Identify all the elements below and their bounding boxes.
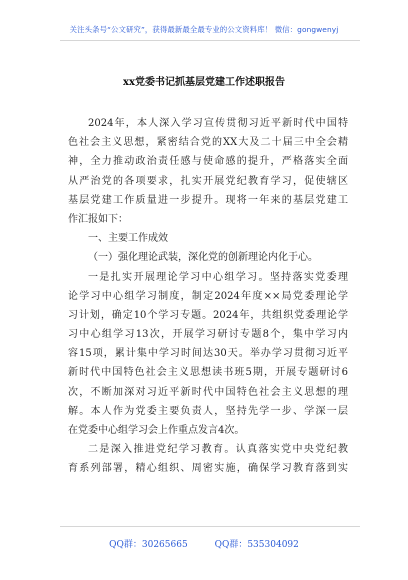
header-notice[interactable]: 关注头条号“公文研究”，获得最新最全最专业的公文资料库！ 微信：gongwenyj	[69, 25, 339, 34]
footer-qq-groups	[0, 537, 408, 550]
footer-divider	[60, 526, 360, 527]
body-line: 2024年，本人深入学习宣传贯彻习近平新时代中国特	[88, 118, 348, 129]
body-line: 育系列部署，精心组织、周密实施，确保学习教育落到实	[68, 463, 348, 475]
body-line: 在党委中心组学习会上作重点发言4次。	[68, 425, 245, 436]
body-line: 习中心组学习13次，开展学习研讨专题8个，集中学习内	[68, 329, 348, 341]
body-line: 新时代中国特色社会主义思想读书班5期，开展专题研讨6	[68, 367, 348, 379]
body-line: 神，全力推动政治责任感与使命感的提升，严格落实全面	[68, 156, 348, 168]
section-heading: 一、主要工作成效	[88, 233, 168, 245]
footer-qq-group-1[interactable]: QQ群：30265665	[109, 540, 188, 550]
footer-qq-group-2[interactable]: QQ群：535304092	[214, 540, 299, 550]
header-divider	[60, 40, 360, 41]
document-body	[68, 114, 348, 479]
subsection-heading: （一）强化理论武装，深化党的创新理论内化于心。	[88, 252, 318, 264]
body-line: 二是深入推进党纪学习教育。认真落实党中央党纪教	[88, 444, 348, 456]
body-line: 论学习中心组学习制度，制定2024年度××局党委理论学	[68, 290, 348, 302]
body-line: 次，不断加深对习近平新时代中国特色社会主义思想的理	[68, 386, 348, 398]
body-line: 一是扎实开展理论学习中心组学习。坚持落实党委理	[88, 271, 348, 283]
body-line: 色社会主义思想，紧密结合党的XX大及二十届三中全会精	[68, 137, 348, 149]
body-line: 从严治党的各项要求，扎实开展党纪教育学习，促使辖区	[68, 175, 348, 187]
body-line: 作汇报如下：	[68, 213, 128, 225]
body-line: 基层党建工作质量进一步提升。现将一年来的基层党建工	[68, 194, 348, 206]
document-title: xx党委书记抓基层党建工作述职报告	[123, 77, 285, 88]
body-line: 习计划，确定10个学习专题。2024年，共组织党委理论学	[68, 309, 348, 321]
body-line: 容15项，累计集中学习时间达30天。举办学习贯彻习近平	[68, 348, 348, 360]
body-line: 解。本人作为党委主要负责人，坚持先学一步、学深一层	[68, 405, 348, 417]
